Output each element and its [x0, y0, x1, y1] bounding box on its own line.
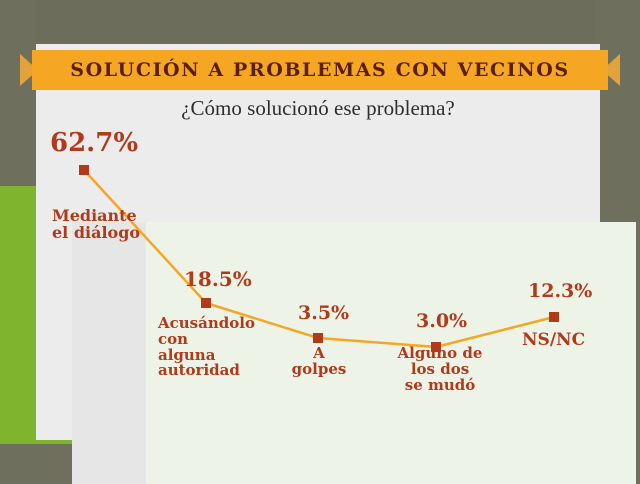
category-label-1-line-0: Acusándolo [158, 314, 255, 332]
data-marker [549, 312, 559, 322]
category-label-2-line-1: golpes [291, 359, 347, 378]
data-label-3: 3.0% [416, 310, 468, 332]
category-label-0-line-0: Mediante [52, 206, 137, 225]
data-marker [313, 333, 323, 343]
category-label-3 [384, 346, 496, 393]
category-label-1-line-3: autoridad [158, 361, 240, 380]
category-label-1 [158, 316, 255, 379]
category-label-3-line-1: los dos [410, 359, 470, 378]
title-ribbon [20, 50, 620, 90]
category-label-2 [284, 346, 354, 378]
data-marker [201, 298, 211, 308]
line-chart [36, 120, 600, 440]
category-label-3-line-2: se mudó [404, 375, 476, 394]
chart-svg [36, 120, 600, 440]
data-marker [79, 165, 89, 175]
data-label-1: 18.5% [184, 267, 252, 291]
category-label-0 [52, 208, 140, 242]
category-label-4 [522, 332, 585, 350]
ribbon-body [32, 50, 608, 90]
background-left-panel [0, 0, 36, 186]
category-label-3-line-0: Alguno de [397, 344, 483, 362]
category-label-1-line-1: con [158, 329, 189, 348]
chart-subtitle: ¿Cómo solucionó ese problema? [181, 96, 455, 120]
chart-title: SOLUCIÓN A PROBLEMAS CON VECINOS [70, 59, 570, 81]
category-label-0-line-1: el diálogo [52, 222, 141, 242]
category-label-2-line-0: A [313, 344, 325, 362]
data-label-0: 62.7% [50, 128, 139, 158]
data-label-2: 3.5% [298, 302, 350, 324]
category-label-4-line-0: NS/NC [522, 330, 586, 350]
category-label-1-line-2: alguna [158, 345, 216, 364]
data-label-4: 12.3% [528, 280, 593, 302]
